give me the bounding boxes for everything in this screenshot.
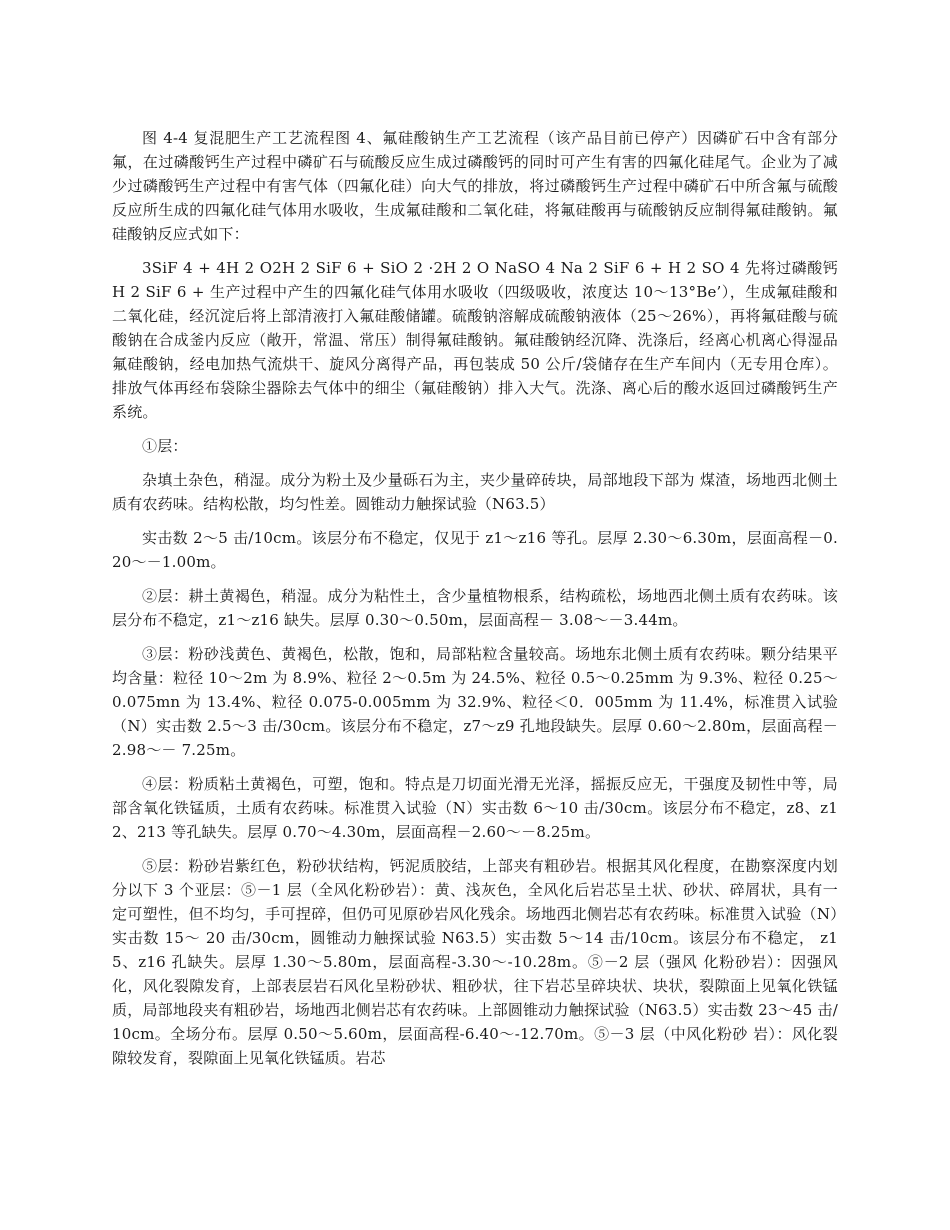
document-body xyxy=(112,126,838,1080)
paragraph-layer1-heading: ①层： xyxy=(142,437,188,455)
paragraph-reaction: 3SiF 4 + 4H 2 O2H 2 SiF 6 + SiO 2 ·2H 2 O NaSO 4 Na 2 SiF 6 + H 2 SO 4 先将过磷酸钙 H 2 SiF 6 + 生产过程中产生的四氟化硅气体用水吸收（四级吸收，浓度达 10～13°Be’），生成氟硅酸和二氧化硅，经沉淀后将上部清液打入氟硅酸储罐。硫酸钠溶解成硫酸钠液体（25～26%），再将氟硅酸与硫酸钠在合成釜内反应（敞开，常温、常压）制得氟硅酸钠。氟硅酸钠经沉降、洗涤后，经离心机离心得湿品氟硅酸钠，经电加热气流烘干、旋风分离得产品，再包装成 50 公斤/袋储存在生产车间内（无专用仓库）。排放气体再经布袋除尘器除去气体中的细尘（氟硅酸钠）排入大气。洗涤、离心后的酸水返回过磷酸钙生产系统。 xyxy=(112,259,838,421)
paragraph-layer2: ②层：耕土黄褐色，稍湿。成分为粘性土，含少量植物根系，结构疏松，场地西北侧土质有农药味。该层分布不稳定，z1～z16 缺失。层厚 0.30～0.50m，层面高程－ 3.08～－3.44m。 xyxy=(112,587,838,629)
paragraph-layer1-blows: 实击数 2～5 击/10cm。该层分布不稳定，仅见于 z1～z16 等孔。层厚 2.30～6.30m，层面高程－0.20～－1.00m。 xyxy=(112,529,838,571)
paragraph-layer3: ③层：粉砂浅黄色、黄褐色，松散，饱和，局部粘粒含量较高。场地东北侧土质有农药味。颗分结果平均含量：粒径 10～2m 为 8.9%、粒径 2～0.5m 为 24.5%、粒径 0.5～0.25mm 为 9.3%、粒径 0.25～0.075mn 为 13.4%、粒径 0.075-0.005mm 为 32.9%、粒径＜0．005mm 为 11.4%，标准贯入试验（N）实击数 2.5～3 击/30cm。该层分布不稳定，z7～z9 孔地段缺失。层厚 0.60～2.80m，层面高程－2.98～－ 7.25m。 xyxy=(112,645,838,759)
paragraph-layer4: ④层：粉质粘土黄褐色，可塑，饱和。特点是刀切面光滑无光泽，摇振反应无，干强度及韧性中等，局部含氧化铁锰质，土质有农药味。标准贯入试验（N）实击数 6～10 击/30cm。该层分布不稳定，z8、z12、213 等孔缺失。层厚 0.70～4.30m，层面高程－2.60～－8.25m。 xyxy=(112,775,838,841)
paragraph-layer1-fill: 杂填土杂色，稍湿。成分为粉土及少量砾石为主，夹少量碎砖块，局部地段下部为 煤渣，场地西北侧土质有农药味。结构松散，均匀性差。圆锥动力触探试验（N63.5） xyxy=(112,471,838,513)
paragraph-process-intro: 图 4-4 复混肥生产工艺流程图 4、氟硅酸钠生产工艺流程（该产品目前已停产）因磷矿石中含有部分氟，在过磷酸钙生产过程中磷矿石与硫酸反应生成过磷酸钙的同时可产生有害的四氟化硅尾气。企业为了减少过磷酸钙生产过程中有害气体（四氟化硅）向大气的排放，将过磷酸钙生产过程中磷矿石中所含氟与硫酸反应所生成的四氟化硅气体用水吸收，生成氟硅酸和二氧化硅，将氟硅酸再与硫酸钠反应制得氟硅酸钠。氟硅酸钠反应式如下： xyxy=(112,129,838,243)
paragraph-layer5: ⑤层：粉砂岩紫红色，粉砂状结构，钙泥质胶结，上部夹有粗砂岩。根据其风化程度，在勘察深度内划分以下 3 个亚层：⑤－1 层（全风化粉砂岩）：黄、浅灰色，全风化后岩芯呈土状、砂状、碎屑状，具有一定可塑性，但不均匀，手可捏碎，但仍可见原砂岩风化残余。场地西北侧岩芯有农药味。标准贯入试验（N）实击数 15～ 20 击/30cm，圆锥动力触探试验 N63.5）实击数 5～14 击/10cm。该层分布不稳定， z15、z16 孔缺失。层厚 1.30～5.80m，层面高程-3.30～-10.28m。⑤－2 层（强风 化粉砂岩）：因强风化，风化裂隙发育，上部表层岩石风化呈粉砂状、粗砂状，往下岩芯呈碎块状、块状，裂隙面上见氧化铁锰质，局部地段夹有粗砂岩，场地西北侧岩芯有农药味。上部圆锥动力触探试验（N63.5）实击数 23～45 击/10cm。全场分布。层厚 0.50～5.60m，层面高程-6.40～-12.70m。⑤－3 层（中风化粉砂 岩）：风化裂隙较发育，裂隙面上见氧化铁锰质。岩芯 xyxy=(112,857,838,1067)
